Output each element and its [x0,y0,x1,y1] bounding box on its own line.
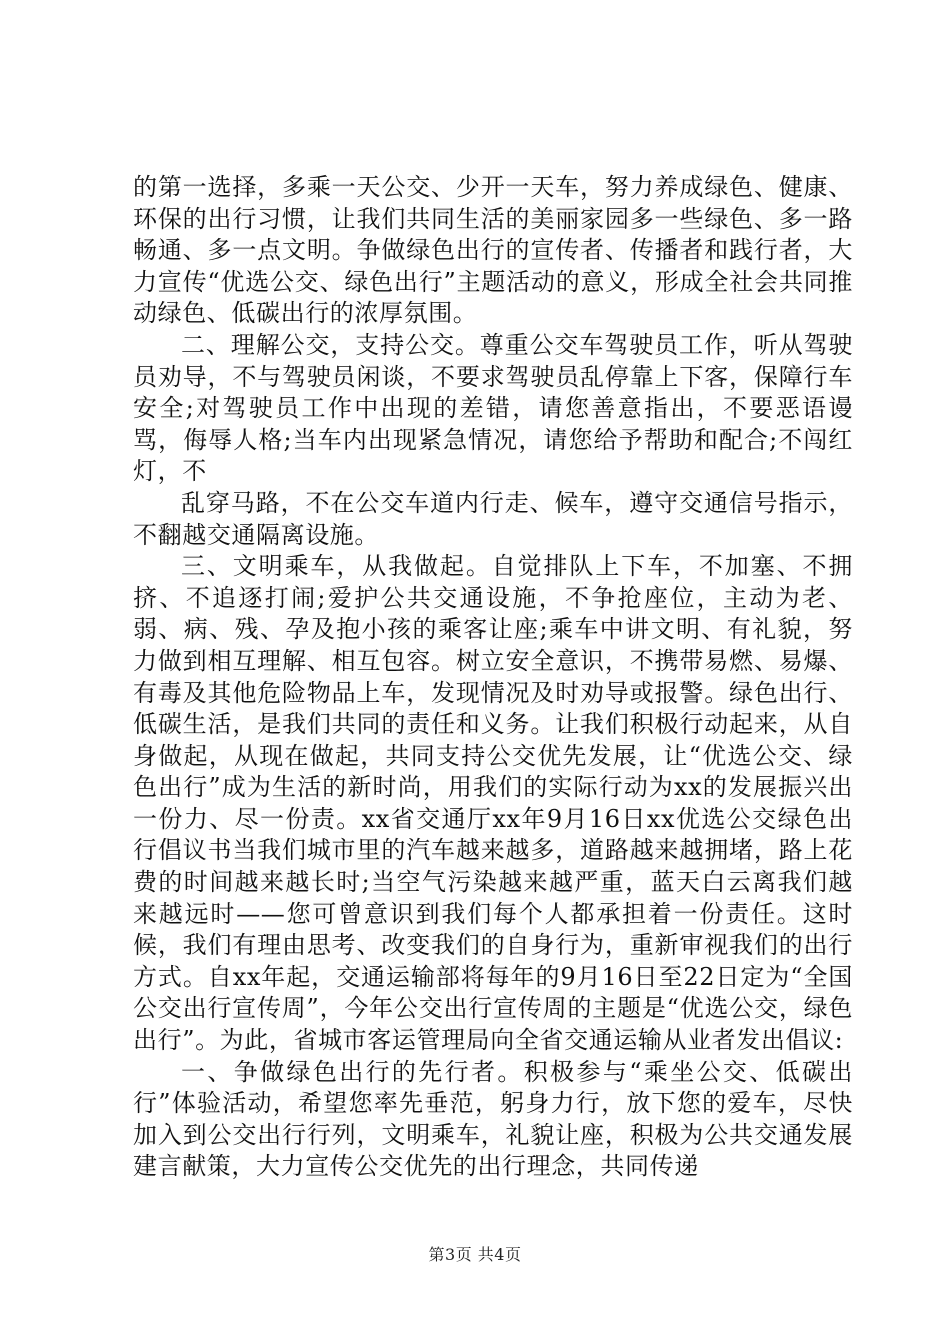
paragraph-1: 的第一选择，多乘一天公交、少开一天车，努力养成绿色、健康、环保的出行习惯，让我们共同生活的美丽家园多一些绿色、多一路畅通、多一点文明。争做绿色出行的宣传者、传播者和践行者，大力宣传“优选公交、绿色出行”主题活动的意义，形成全社会共同推动绿色、低碳出行的浓厚氛围。 [133,173,853,328]
paragraph-2: 二、理解公交，支持公交。尊重公交车驾驶员工作，听从驾驶员劝导，不与驾驶员闲谈，不要求驾驶员乱停靠上下客，保障行车安全;对驾驶员工作中出现的差错，请您善意指出，不要恶语谩骂，侮辱人格;当车内出现紧急情况，请您给予帮助和配合;不闯红灯，不 [133,330,853,486]
paragraph-3: 乱穿马路，不在公交车道内行走、候车，遵守交通信号指示，不翻越交通隔离设施。 [133,488,853,549]
paragraph-4: 三、文明乘车，从我做起。自觉排队上下车，不加塞、不拥挤、不追逐打闹;爱护公共交通设施，不争抢座位，主动为老、弱、病、残、孕及抱小孩的乘客让座;乘车中讲文明、有礼貌，努力做到相互理解、相互包容。树立安全意识，不携带易燃、易爆、有毒及其他危险物品上车，发现情况及时劝导或报警。绿色出行、低碳生活，是我们共同的责任和义务。让我们积极行动起来，从自身做起，从现在做起，共同支持公交优先发展，让“优选公交、绿色出行”成为生活的新时尚，用我们的实际行动为xx的发展振兴出一份力、尽一份责。xx省交通厅xx年9月16日xx优选公交绿色出行倡议书当我们城市里的汽车越来越多，道路越来越拥堵，路上花费的时间越来越长时;当空气污染越来越严重，蓝天白云离我们越来越远时——您可曾意识到我们每个人都承担着一份责任。这时候，我们有理由思考、改变我们的自身行为，重新审视我们的出行方式。自xx年起，交通运输部将每年的9月16日至22日定为“全国公交出行宣传周”，今年公交出行宣传周的主题是“优选公交，绿色出行”。为此，省城市客运管理局向全省交通运输从业者发出倡议: [133,552,853,1055]
paragraph-5: 一、争做绿色出行的先行者。积极参与“乘坐公交、低碳出行”体验活动，希望您率先垂范，躬身力行，放下您的爱车，尽快加入到公交出行行列，文明乘车，礼貌让座，积极为公共交通发展建言献策，大力宣传公交优先的出行理念，共同传递 [133,1057,853,1181]
document-body [133,172,853,1183]
page-number-footer: 第3页 共4页 [428,1245,522,1264]
